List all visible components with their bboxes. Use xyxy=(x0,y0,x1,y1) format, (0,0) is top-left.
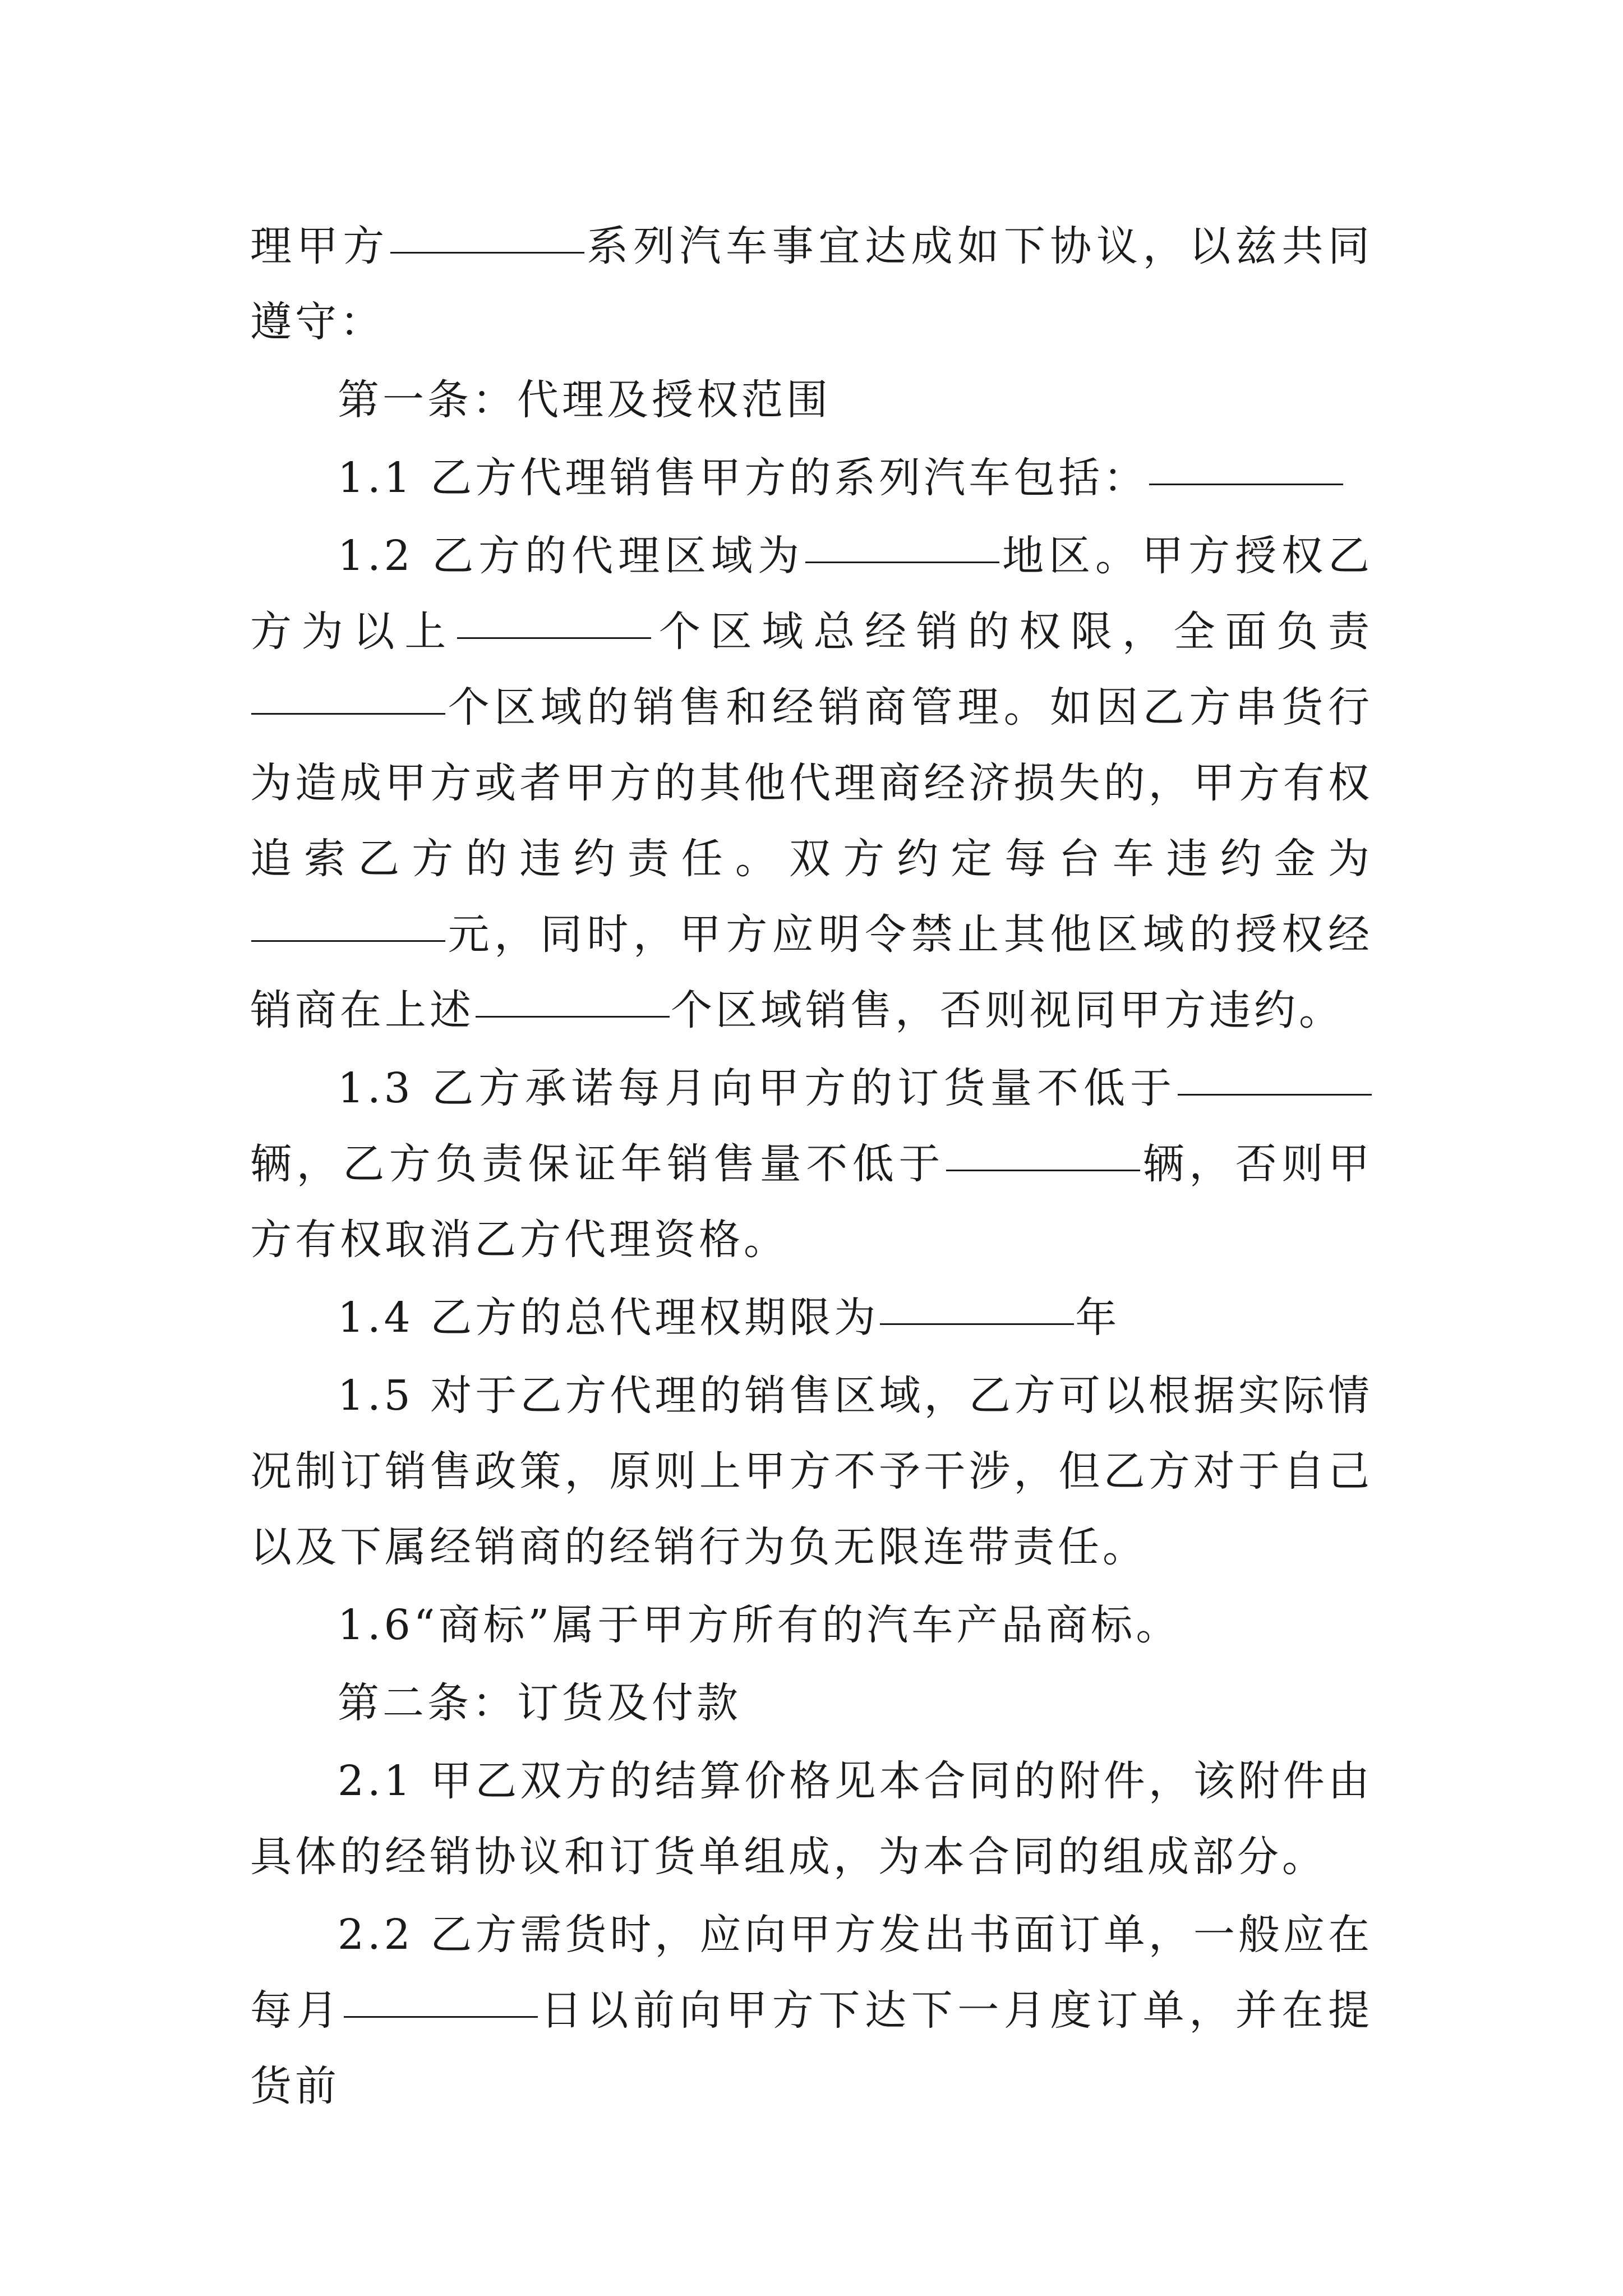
article-1-heading xyxy=(250,362,1373,438)
clause-2-2 xyxy=(250,1897,1373,2124)
text-segment: 日以前向甲方下达下一月度订单，并在提货前 xyxy=(250,1986,1373,2110)
fill-in-blank xyxy=(344,2016,538,2018)
clause-1-3 xyxy=(250,1051,1373,1278)
fill-in-blank xyxy=(251,712,445,715)
fill-in-blank xyxy=(476,1015,670,1018)
text-segment: 个区域总经销的权限，全面负责 xyxy=(652,608,1373,656)
fill-in-blank xyxy=(457,637,651,639)
text-segment: 辆，否则甲方有权取消乙方代理资格。 xyxy=(250,1140,1373,1264)
clause-1-2 xyxy=(250,518,1373,1048)
heading-text: 第一条：代理及授权范围 xyxy=(338,376,831,424)
text-segment: 年 xyxy=(1075,1294,1121,1342)
text-segment: 1.2 乙方的代理区域为 xyxy=(338,532,805,580)
article-2-heading xyxy=(250,1665,1373,1741)
text-segment: 个区域的销售和经销商管理。如因乙方串货行为造成甲方或者甲方的其他代理商经济损失的，甲方有权追索乙方的违约责任。双方约定每台车违约金为 xyxy=(250,683,1373,883)
text-segment: 地区。甲方授权乙方为以上 xyxy=(250,532,1373,656)
text-segment: 2.1 甲乙双方的结算价格见本合同的附件，该附件由具体的经销协议和订货单组成，为本合同的组成部分。 xyxy=(250,1757,1373,1881)
fill-in-blank xyxy=(390,251,584,254)
text-segment: 1.5 对于乙方代理的销售区域，乙方可以根据实际情况制订销售政策，原则上甲方不予干涉，但乙方对于自己以及下属经销商的经销行为负无限连带责任。 xyxy=(250,1372,1373,1571)
fill-in-blank xyxy=(805,561,999,563)
clause-1-5 xyxy=(250,1358,1373,1585)
text-segment: 1.1 乙方代理销售甲方的系列汽车包括： xyxy=(338,454,1149,502)
text-segment: 系列汽车事宜达成如下协议，以兹共同遵守： xyxy=(250,222,1373,346)
text-segment: 辆，乙方负责保证年销售量不低于 xyxy=(250,1140,945,1188)
text-segment: 元，同时，甲方应明令禁止其他区域的授权经销商在上述 xyxy=(250,910,1373,1034)
text-segment: 2.2 乙方需货时，应向甲方发出书面订单，一般应在每月 xyxy=(250,1911,1373,2035)
document-body xyxy=(250,209,1373,2127)
fill-in-blank xyxy=(251,940,445,942)
text-segment: 个区域销售，否则视同甲方违约。 xyxy=(671,986,1344,1034)
text-segment: 理甲方 xyxy=(250,222,389,270)
text-segment: 1.4 乙方的总代理权期限为 xyxy=(338,1294,879,1342)
clause-2-1 xyxy=(250,1743,1373,1895)
fill-in-blank xyxy=(1149,483,1343,485)
fill-in-blank xyxy=(1178,1093,1372,1096)
clause-1-6 xyxy=(250,1588,1373,1663)
clause-1-4 xyxy=(250,1280,1373,1356)
clause-1-1 xyxy=(250,440,1373,516)
fill-in-blank xyxy=(946,1169,1140,1171)
text-segment: 1.3 乙方承诺每月向甲方的订货量不低于 xyxy=(338,1064,1177,1112)
heading-text: 第二条：订货及付款 xyxy=(338,1679,741,1727)
paragraph-intro xyxy=(250,209,1373,360)
text-segment: 1.6“商标”属于甲方所有的汽车产品商标。 xyxy=(338,1601,1181,1649)
fill-in-blank xyxy=(880,1323,1074,1325)
